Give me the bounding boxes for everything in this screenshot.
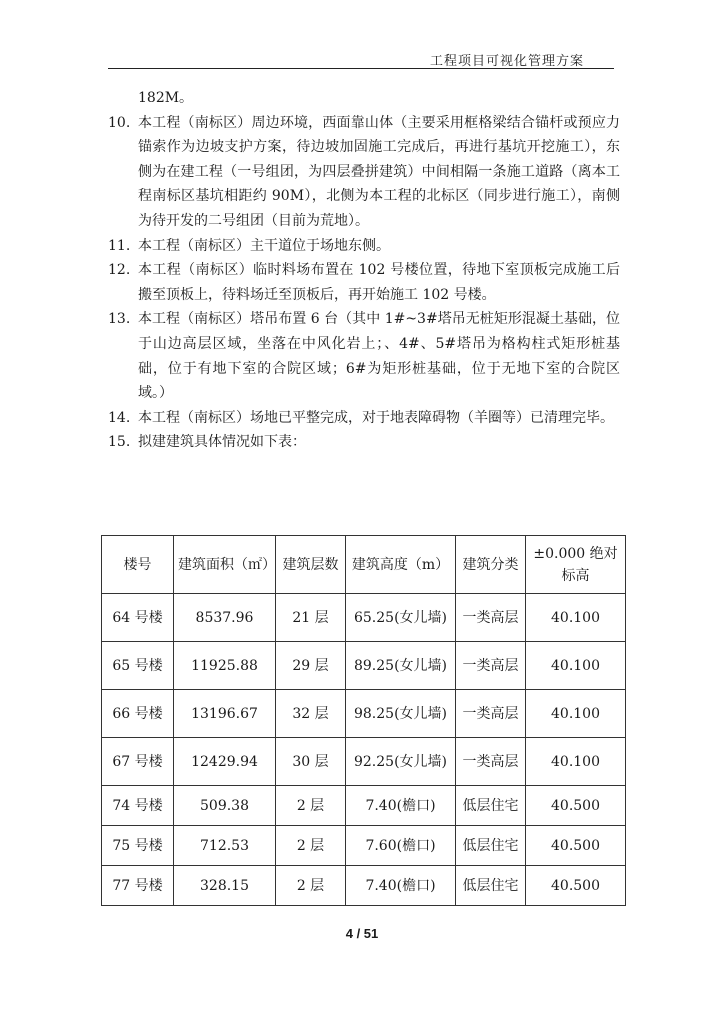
table-cell: 一类高层 [456,690,526,738]
intro-line: 182M。 [138,90,194,106]
table-cell: 32 层 [276,690,346,738]
table-cell: 328.15 [174,866,276,906]
list-item-number: 13. [108,311,131,328]
table-cell: 509.38 [174,786,276,826]
list-item [108,406,620,431]
document-body [108,86,620,455]
list-item [108,111,620,234]
table-cell: 75 号楼 [102,826,174,866]
list-item-number: 10. [108,114,131,131]
table-cell: 65 号楼 [102,642,174,690]
table-cell: 7.40(檐口) [346,866,456,906]
table-cell: 65.25(女儿墙) [346,594,456,642]
table-cell: 13196.67 [174,690,276,738]
table-cell: 29 层 [276,642,346,690]
table-cell: 64 号楼 [102,594,174,642]
table-cell: 一类高层 [456,594,526,642]
page-number: 4 / 51 [345,926,379,941]
table-cell: 低层住宅 [456,826,526,866]
table-cell: 40.500 [526,866,626,906]
page-header-title: 工程项目可视化管理方案 [429,54,584,69]
table-cell: 67 号楼 [102,738,174,786]
table-cell: 40.500 [526,786,626,826]
list-item-number: 12. [108,262,131,279]
table-cell: 低层住宅 [456,866,526,906]
table-cell: 7.60(檐口) [346,826,456,866]
column-header: ±0.000 绝对标高 [526,536,626,594]
table-cell: 66 号楼 [102,690,174,738]
list-item-text: 本工程（南标区）场地已平整完成，对于地表障碍物（羊圈等）已清理完毕。 [138,409,614,426]
list-item [108,307,620,405]
table-row [102,786,626,826]
table-cell: 2 层 [276,786,346,826]
table-row [102,826,626,866]
table-cell: 7.40(檐口) [346,786,456,826]
table-cell: 2 层 [276,826,346,866]
table-cell: 89.25(女儿墙) [346,642,456,690]
list-item-number: 15. [108,434,131,451]
table-cell: 低层住宅 [456,786,526,826]
table-row [102,866,626,906]
table-cell: 21 层 [276,594,346,642]
list-item [108,258,620,307]
table-cell: 40.100 [526,642,626,690]
list-item-text: 本工程（南标区）塔吊布置 6 台（其中 1#~3#塔吊无桩矩形混凝土基础，位于山边高层区域，坐落在中风化岩上；、4#、5#塔吊为格构柱式矩形桩基础，位于有地下室的合院区域；6#为矩形桩基础，位于无地下室的合院区域。） [138,311,620,402]
table-cell: 77 号楼 [102,866,174,906]
table-cell: 92.25(女儿墙) [346,738,456,786]
table-cell: 74 号楼 [102,786,174,826]
table-cell: 40.100 [526,594,626,642]
column-header: 建筑分类 [456,536,526,594]
table-row [102,690,626,738]
column-header: 建筑面积（㎡） [174,536,276,594]
column-header: 楼号 [102,536,174,594]
list-item-number: 14. [108,409,131,426]
table-cell: 12429.94 [174,738,276,786]
table-cell: 8537.96 [174,594,276,642]
building-table [101,535,626,906]
list-item-text: 本工程（南标区）周边环境，西面靠山体（主要采用框格梁结合锚杆或预应力锚索作为边坡支护方案，待边坡加固施工完成后，再进行基坑开挖施工），东侧为在建工程（一号组团，为四层叠拼建筑）中间相隔一条施工道路（离本工程南标区基坑相距约 90M），北侧为本工程的北标区（同步进行施工），南侧为待开发的二号组团（目前为荒地）。 [138,114,620,229]
column-header: 建筑层数 [276,536,346,594]
list-item [108,430,620,455]
list-item-text: 本工程（南标区）临时料场布置在 102 号楼位置，待地下室顶板完成施工后搬至顶板上，待料场迁至顶板后，再开始施工 102 号楼。 [138,262,620,303]
table-cell: 40.500 [526,826,626,866]
table-row [102,738,626,786]
table-cell: 40.100 [526,738,626,786]
column-header: 建筑高度（m） [346,536,456,594]
table-cell: 98.25(女儿墙) [346,690,456,738]
table-cell: 2 层 [276,866,346,906]
table-cell: 11925.88 [174,642,276,690]
list-item-text: 拟建建筑具体情况如下表： [138,434,306,451]
table-row [102,594,626,642]
list-item [108,234,620,259]
table-cell: 一类高层 [456,642,526,690]
table-cell: 一类高层 [456,738,526,786]
table-cell: 712.53 [174,826,276,866]
list-item-text: 本工程（南标区）主干道位于场地东侧。 [138,237,390,254]
table-row [102,642,626,690]
header-divider [108,68,614,69]
table-header-row [102,536,626,594]
list-item-number: 11. [108,237,131,254]
table-cell: 40.100 [526,690,626,738]
table-cell: 30 层 [276,738,346,786]
